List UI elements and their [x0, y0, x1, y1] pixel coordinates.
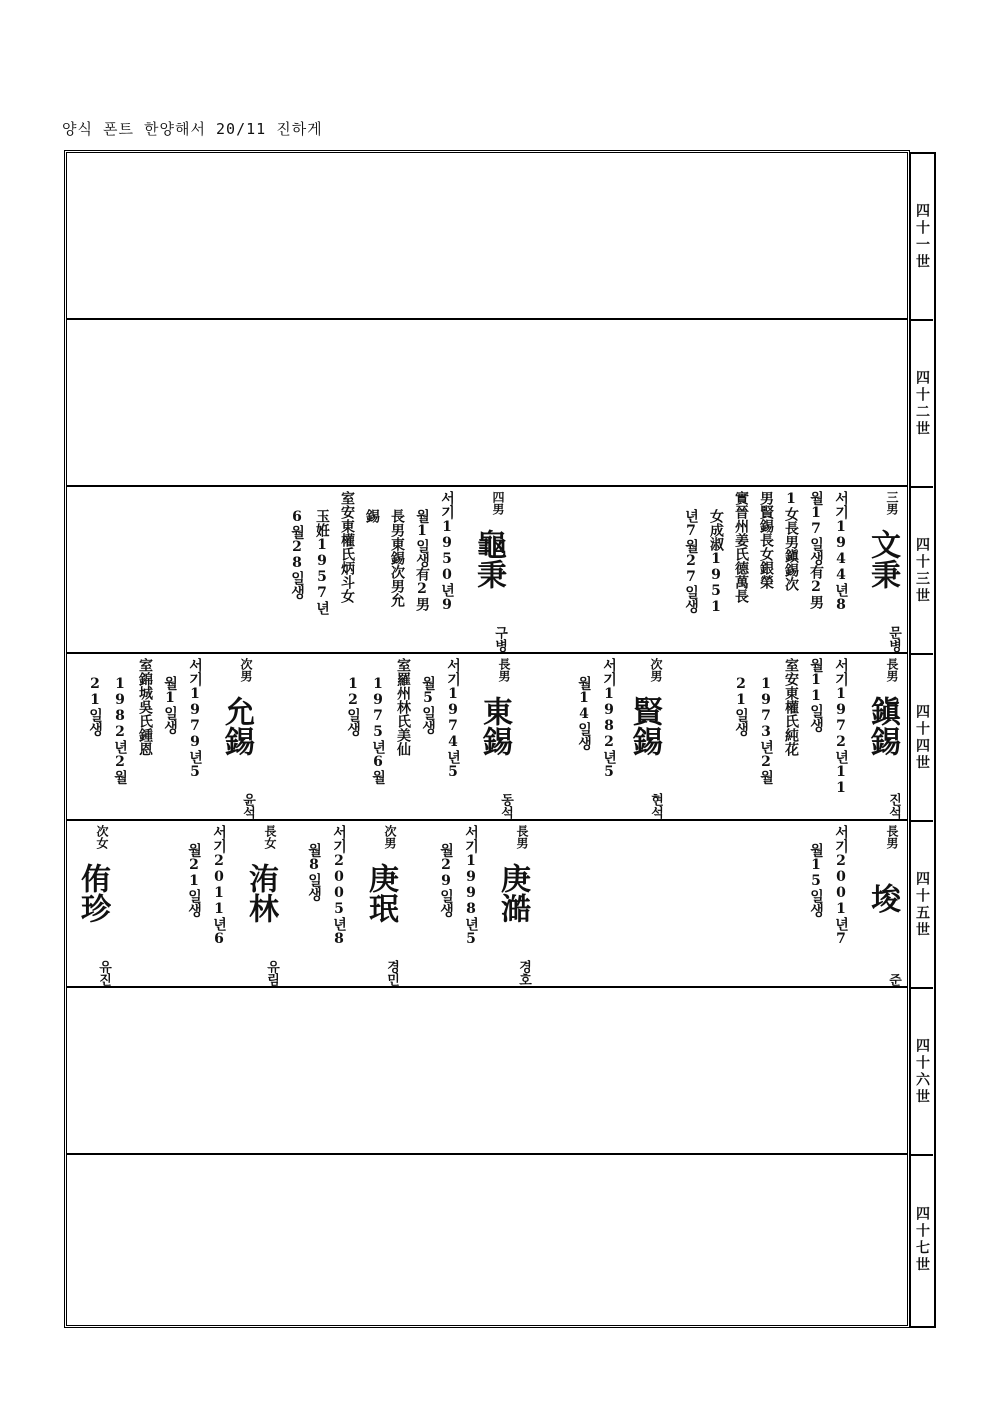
entry-gyeongho	[387, 821, 531, 988]
generation-label: 四十四世	[911, 655, 933, 822]
record-line: 12일생	[345, 676, 361, 736]
record-line: 女成淑1951	[708, 509, 724, 615]
record-line: 1女長男鎭錫次	[783, 491, 799, 591]
hanja-name: 東錫	[477, 696, 512, 756]
relation-label: 次男	[383, 825, 397, 849]
generation-label: 四十二世	[911, 321, 933, 488]
hanja-name: 賢錫	[627, 696, 662, 756]
korean-name: 현석	[648, 793, 663, 819]
record-line: 6월28일생	[289, 509, 305, 599]
record-line: 錫	[364, 509, 380, 523]
entry-yujin	[67, 821, 117, 988]
relation-label: 次女	[95, 825, 109, 849]
row-43	[67, 487, 907, 654]
record-line: 월11일생	[808, 658, 824, 732]
hanja-name: 侑珍	[75, 863, 110, 923]
korean-name: 구병	[492, 626, 507, 652]
entry-hyeonseok	[547, 654, 687, 821]
record-line: 서기1974년5	[445, 658, 461, 780]
record-line: 월21일생	[186, 843, 202, 917]
korean-name: 경민	[384, 960, 399, 986]
relation-label: 次男	[239, 658, 253, 682]
record-line: 월15일생	[808, 843, 824, 917]
page-header: 양식 폰트 한양해서 20/11 진하게	[62, 120, 323, 138]
record-line: 室錦城吳氏鍾恩	[137, 658, 153, 756]
entry-yunseok	[67, 654, 257, 821]
generation-label: 四十五世	[911, 822, 933, 989]
entry-jinseok	[707, 654, 907, 821]
generation-label: 四十六世	[911, 989, 933, 1156]
record-line: 서기2011년6	[211, 825, 227, 947]
record-line: 월17일생有2男	[808, 491, 824, 609]
korean-name: 윤석	[240, 793, 255, 819]
entry-dongseok	[307, 654, 513, 821]
relation-label: 四男	[491, 491, 505, 515]
korean-name: 문병	[886, 626, 901, 652]
entry-gyeongmin	[277, 821, 399, 988]
hanja-name: 埈	[865, 883, 900, 913]
record-line: 男賢錫長女銀榮	[758, 491, 774, 589]
relation-label: 長男	[497, 658, 511, 682]
korean-name: 준	[886, 973, 901, 986]
hanja-name: 允錫	[219, 696, 254, 756]
hanja-name: 鎭錫	[865, 696, 900, 756]
record-line: 서기1944년8	[833, 491, 849, 613]
row-42	[67, 320, 907, 487]
entry-jun	[787, 821, 907, 988]
record-line: 서기1998년5	[463, 825, 479, 947]
korean-name: 진석	[886, 793, 901, 819]
record-line: 월8일생	[306, 843, 322, 901]
row-45	[67, 821, 907, 988]
record-line: 월5일생	[420, 676, 436, 734]
korean-name: 유림	[264, 960, 279, 986]
relation-label: 長男	[515, 825, 529, 849]
record-line: 21일생	[87, 676, 103, 736]
record-line: 서기1950년9	[439, 491, 455, 613]
row-41	[67, 153, 907, 320]
record-line: 21일생	[733, 676, 749, 736]
generation-label: 四十一世	[911, 154, 933, 321]
hanja-name: 洧林	[243, 863, 278, 923]
relation-label: 長男	[885, 825, 899, 849]
record-line: 월14일생	[576, 676, 592, 750]
record-line: 室安東權氏純花	[783, 658, 799, 756]
row-46	[67, 988, 907, 1155]
relation-label: 長男	[885, 658, 899, 682]
korean-name: 경호	[516, 960, 531, 986]
record-line: 1982년2월	[112, 676, 128, 784]
row-44	[67, 654, 907, 821]
korean-name: 유진	[96, 960, 111, 986]
record-line: 서기1982년5	[601, 658, 617, 780]
relation-label: 次男	[649, 658, 663, 682]
record-line: 室羅州林氏美仙	[395, 658, 411, 756]
entry-gubyeong	[67, 487, 507, 654]
entry-yurim	[147, 821, 279, 988]
generation-column	[910, 152, 936, 1328]
record-line: 월1일생有2男	[414, 509, 430, 611]
record-line: 서기1972년11	[833, 658, 849, 796]
generation-label: 四十七世	[914, 1205, 930, 1274]
relation-label: 三男	[885, 491, 899, 515]
record-line: 서기1979년5	[187, 658, 203, 780]
row-47	[67, 1155, 907, 1325]
hanja-name: 庚珉	[363, 863, 398, 923]
hanja-name: 龜秉	[471, 529, 506, 589]
korean-name: 동석	[498, 793, 513, 819]
record-line: 서기2005년8	[331, 825, 347, 947]
hanja-name: 文秉	[865, 529, 900, 589]
record-line: 長男東錫次男允	[389, 509, 405, 607]
record-line: 월1일생	[162, 676, 178, 734]
record-line: 월29일생	[438, 843, 454, 917]
record-line: 1975년6월	[370, 676, 386, 784]
record-line: 1973년2월	[758, 676, 774, 784]
relation-label: 長女	[263, 825, 277, 849]
record-line: 서기2001년7	[833, 825, 849, 947]
record-line: 년7월27일생	[683, 509, 699, 613]
entry-munbyeong	[487, 487, 907, 654]
record-line: 玉姙1957년	[314, 509, 330, 615]
record-line: 實晉州姜氏德萬長	[733, 491, 749, 603]
generation-label: 四十三世	[911, 488, 933, 655]
record-line: 室安東權氏炳斗女	[339, 491, 355, 603]
hanja-name: 庚澔	[495, 863, 530, 923]
